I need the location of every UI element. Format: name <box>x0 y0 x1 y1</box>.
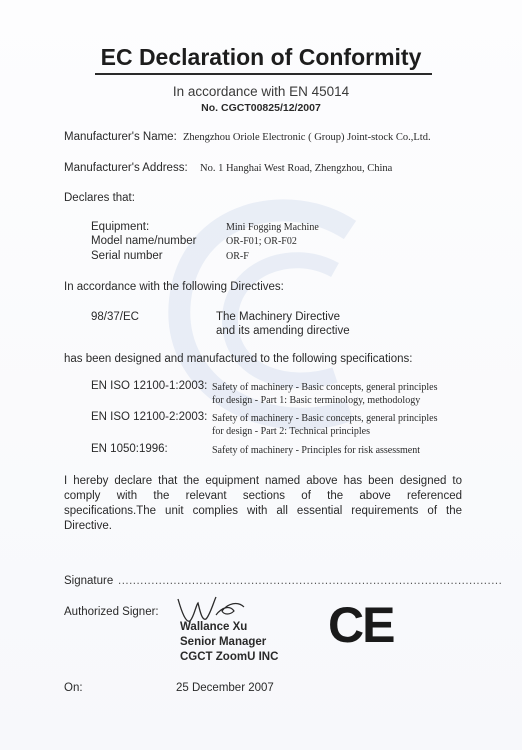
serial-value: OR-F <box>226 251 249 262</box>
equipment-label: Equipment: <box>91 221 150 233</box>
directive-name-line1: The Machinery Directive <box>216 311 340 323</box>
serial-label: Serial number <box>91 250 163 262</box>
manufacturer-name-label: Manufacturer's Name: <box>64 131 177 143</box>
document-title: EC Declaration of Conformity <box>100 44 422 70</box>
directive-code: 98/37/EC <box>91 311 139 323</box>
signer-title: Senior Manager <box>180 636 267 648</box>
model-value: OR-F01; OR-F02 <box>226 236 297 247</box>
directives-heading: In accordance with the following Directives: <box>64 281 284 293</box>
model-label: Model name/number <box>91 235 197 247</box>
equipment-value: Mini Fogging Machine <box>226 222 319 233</box>
manufacturer-address-label: Manufacturer's Address: <box>64 162 188 174</box>
document-subtitle: In accordance with EN 45014 <box>172 84 350 99</box>
spec-description-line1: Safety of machinery - Basic concepts, general principles <box>212 382 438 393</box>
signature-line: ........................................................................................................ <box>118 575 503 587</box>
authorized-signer-label: Authorized Signer: <box>64 606 159 618</box>
declaration-line2: comply with the relevant sections of the above referenced <box>64 490 462 502</box>
ce-mark-logo: CE <box>328 597 394 653</box>
declaration-line3: specifications.The unit complies with all essential requirements of the <box>64 505 462 517</box>
declaration-line4: Directive. <box>64 520 112 532</box>
title-underline <box>95 73 432 75</box>
declares-label: Declares that: <box>64 192 135 204</box>
spec-code: EN ISO 12100-1:2003: <box>91 380 208 392</box>
date-value: 25 December 2007 <box>176 682 274 694</box>
signer-company: CGCT ZoomU INC <box>180 651 279 663</box>
spec-code: EN ISO 12100-2:2003: <box>91 411 208 423</box>
manufacturer-address-value: No. 1 Hanghai West Road, Zhengzhou, China <box>200 163 393 174</box>
spec-description-line2: for design - Part 2: Technical principles <box>212 426 370 437</box>
specifications-heading: has been designed and manufactured to the following specifications: <box>64 353 413 365</box>
spec-code: EN 1050:1996: <box>91 443 168 455</box>
spec-description-line1: Safety of machinery - Basic concepts, general principles <box>212 413 438 424</box>
manufacturer-name-value: Zhengzhou Oriole Electronic ( Group) Joint-stock Co.,Ltd. <box>183 132 431 143</box>
spec-description-line2: for design - Part 1: Basic terminology, methodology <box>212 395 421 406</box>
spec-description-line1: Safety of machinery - Principles for risk assessment <box>212 445 421 456</box>
signature-label: Signature <box>64 575 114 587</box>
date-label: On: <box>64 682 83 694</box>
document-number: No. CGCT00825/12/2007 <box>201 102 321 114</box>
signer-name: Wallance Xu <box>180 621 248 633</box>
directive-name-line2: and its amending directive <box>216 325 350 337</box>
declaration-line1: I hereby declare that the equipment named above has been designed to <box>64 475 462 487</box>
